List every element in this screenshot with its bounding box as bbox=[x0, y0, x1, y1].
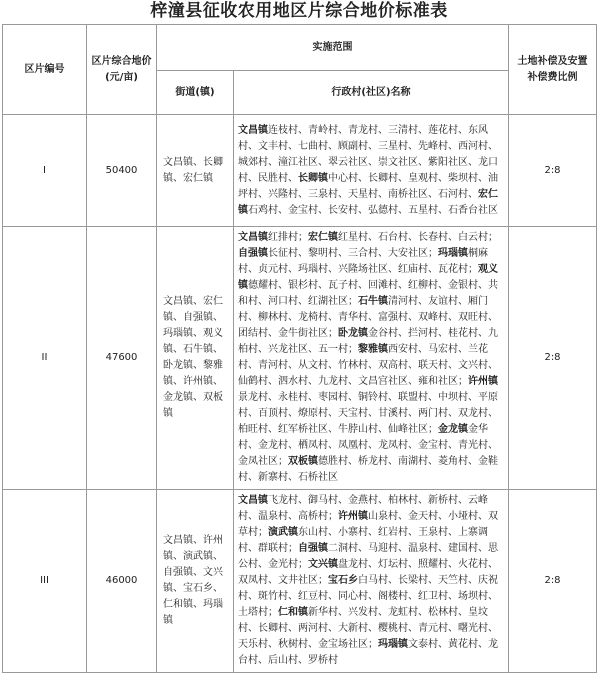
town-name: 宏仁镇 bbox=[308, 232, 338, 243]
town-name: 文兴镇 bbox=[308, 559, 338, 570]
village-list: 二洞村、马迎村、温泉村、建国村、思公村、金光村； bbox=[238, 543, 498, 570]
table-row bbox=[3, 227, 597, 490]
town-name: 宏仁镇 bbox=[238, 188, 498, 216]
header-zone-no: 区片编号 bbox=[3, 25, 87, 115]
town-name: 文昌镇 bbox=[238, 232, 268, 243]
zone-streets: 文昌镇、长卿镇、宏仁镇 bbox=[157, 115, 234, 227]
village-list: 桐麻村、贞元村、玛瑙村、兴隆场社区、红庙村、瓦花村； bbox=[238, 248, 488, 275]
town-name: 演武镇 bbox=[268, 527, 298, 538]
village-list: 景龙村、永桂村、枣园村、铜铃村、联盟村、中坝村、平原村、百顶村、燎原村、天宝村、甘溪村、两门村、双龙村、柏旺村、红军桥社区、牛脖山村、仙峰社区； bbox=[238, 392, 498, 435]
town-name: 许州镇 bbox=[468, 376, 498, 387]
village-list: 德耀村、银杉村、瓦子村、回滩村、红柳村、金银村、共和村、河口村、红湖社区； bbox=[238, 280, 498, 307]
town-name: 玛瑙镇 bbox=[438, 248, 468, 259]
village-list: 红星村、石台村、长春村、白云村； bbox=[338, 232, 498, 243]
village-list: 金华村、金龙村、栖凤村、凤凰村、龙凤村、金宝村、青光村、金凤社区； bbox=[238, 424, 498, 467]
village-list: 新华村、兴发村、龙虹村、松林村、皇坟村、长卿村、两河村、大新村、樱桃村、青元村、曙光村、天乐村、秋树村、金宝场社区； bbox=[238, 607, 498, 650]
header-village: 行政村(社区)名称 bbox=[234, 71, 509, 115]
town-name: 双板镇 bbox=[288, 456, 318, 467]
land-price-table bbox=[2, 24, 597, 673]
town-name: 自强镇 bbox=[238, 248, 268, 259]
zone-ratio: 2:8 bbox=[509, 115, 597, 227]
town-name: 黎雅镇 bbox=[358, 344, 388, 355]
village-list: 金谷村、拦河村、桂花村、九柏村、兴龙社区、五一村； bbox=[238, 328, 498, 355]
town-name: 仁和镇 bbox=[278, 607, 308, 618]
village-list: 中心村、长卿村、皇观村、柴坝村、油坪村、兴隆村、三泉村、天星村、南桥社区、石河村、 bbox=[238, 172, 498, 200]
town-name: 卧龙镇 bbox=[338, 328, 368, 339]
village-list: 清河村、友谊村、厢门村、柳林村、龙椅村、青华村、富强村、双峰村、双旺村、团结村、金牛街社区； bbox=[238, 296, 498, 339]
header-row bbox=[3, 25, 597, 71]
header-price: 区片综合地价(元/亩) bbox=[87, 25, 157, 115]
village-list: 长征村、黎明村、三合村、大安社区； bbox=[268, 248, 438, 259]
table-row bbox=[3, 115, 597, 227]
zone-no: II bbox=[3, 227, 87, 490]
village-list: 文泰村、黄花村、龙台村、后山村、罗桥村 bbox=[238, 639, 498, 666]
town-name: 玛瑙镇 bbox=[378, 639, 408, 650]
town-name: 石牛镇 bbox=[358, 296, 388, 307]
town-name: 金龙镇 bbox=[438, 424, 468, 435]
town-name: 观义镇 bbox=[238, 264, 498, 291]
town-name: 自强镇 bbox=[298, 543, 328, 554]
page-title: 梓潼县征收农用地区片综合地价标准表 bbox=[150, 1, 448, 21]
village-list: 西安村、马宏村、兰花村、青河村、从文村、竹林村、双高村、联天村、文兴村、仙鹤村、泗水村、九龙村、文昌宫社区、雍和社区； bbox=[238, 344, 498, 387]
village-list: 德胜村、桥龙村、南湖村、菱角村、金鞋村、新寨村、石桥社区 bbox=[238, 456, 498, 483]
zone-villages bbox=[234, 115, 509, 227]
zone-no: III bbox=[3, 490, 87, 673]
town-name: 长卿镇 bbox=[298, 172, 328, 184]
village-list: 山泉村、金天村、小垭村、双草村； bbox=[238, 511, 498, 538]
header-street: 街道(镇) bbox=[157, 71, 234, 115]
town-name: 许州镇 bbox=[338, 511, 368, 522]
zone-villages bbox=[234, 490, 509, 673]
header-ratio: 土地补偿及安置补偿费比例 bbox=[509, 25, 597, 115]
village-list: 红排村； bbox=[268, 232, 308, 243]
village-list: 白马村、长梁村、天竺村、庆祝村、斑竹村、红豆村、同心村、阁楼村、红卫村、场坝村、土塔村； bbox=[238, 575, 498, 618]
town-name: 文昌镇 bbox=[238, 495, 268, 506]
village-list: 石鸡村、金宝村、长安村、弘德村、五星村、石香台社区 bbox=[248, 204, 498, 216]
zone-villages bbox=[234, 227, 509, 490]
zone-no: I bbox=[3, 115, 87, 227]
header-scope: 实施范围 bbox=[157, 25, 509, 71]
zone-price: 47600 bbox=[87, 227, 157, 490]
zone-price: 50400 bbox=[87, 115, 157, 227]
zone-price: 46000 bbox=[87, 490, 157, 673]
table-row bbox=[3, 490, 597, 673]
village-list: 连枝村、青岭村、青龙村、三清村、莲花村、东风村、文丰村、七曲村、顾副村、三星村、先峰村、西河村、城郊村、潼江社区、翠云社区、崇文社区、紫阳社区、龙口村、民胜村、 bbox=[238, 124, 498, 184]
town-name: 文昌镇 bbox=[238, 124, 268, 136]
zone-ratio: 2:8 bbox=[509, 227, 597, 490]
village-list: 飞龙村、御马村、金燕村、柏林村、新桥村、云峰村、温泉村、高桥村； bbox=[238, 495, 488, 522]
village-list: 东山村、小寨村、红岩村、王泉村、上寨调村、群联村； bbox=[238, 527, 488, 554]
zone-ratio: 2:8 bbox=[509, 490, 597, 673]
zone-streets: 文昌镇、许州镇、演武镇、自强镇、文兴镇、宝石乡、仁和镇、玛瑙镇 bbox=[157, 490, 234, 673]
town-name: 宝石乡 bbox=[328, 575, 358, 586]
zone-streets: 文昌镇、宏仁镇、自强镇、玛瑙镇、观义镇、石牛镇、卧龙镇、黎雅镇、许州镇、金龙镇、双板镇 bbox=[157, 227, 234, 490]
village-list: 盘龙村、灯坛村、照耀村、火花村、双凤村、文井社区； bbox=[238, 559, 498, 586]
